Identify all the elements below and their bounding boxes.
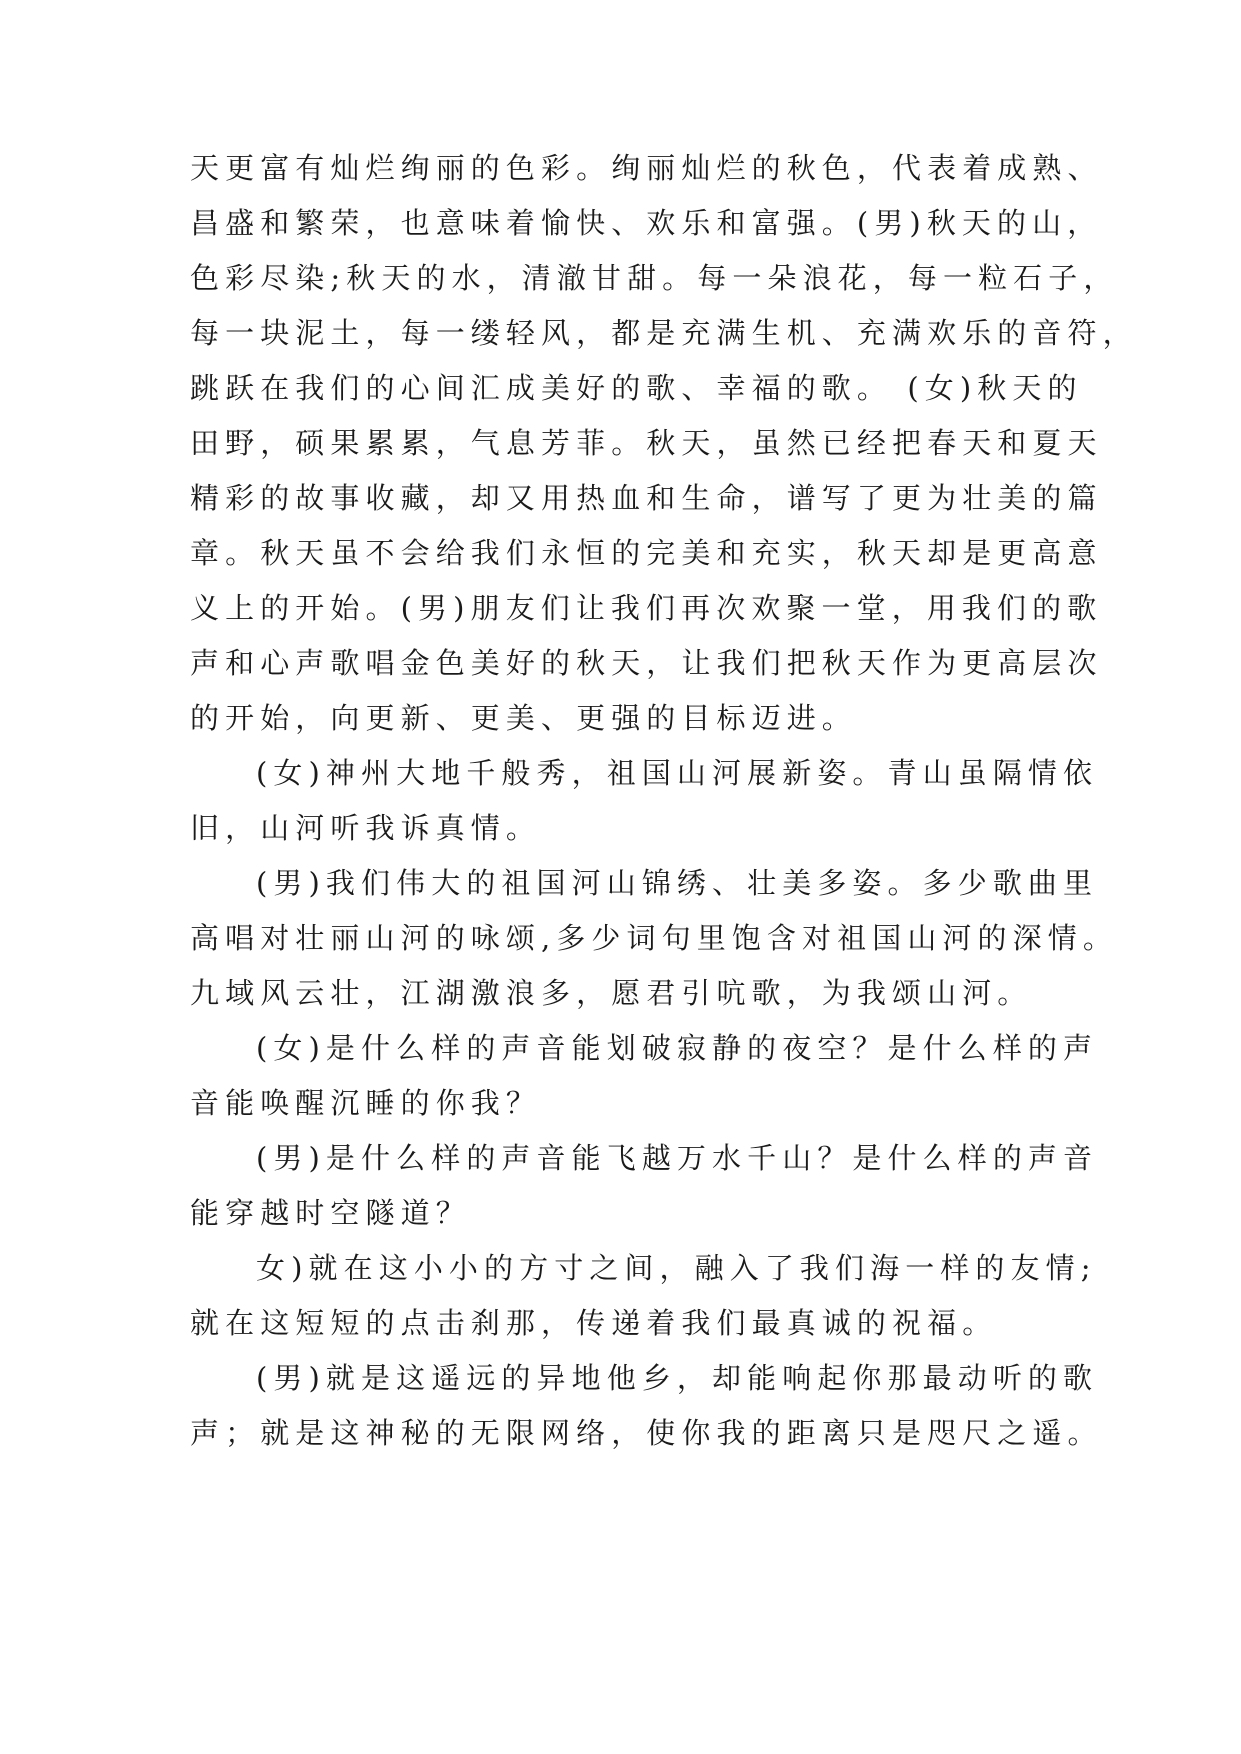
text-line: 昌盛和繁荣，也意味着愉快、欢乐和富强。(男)秋天的山，: [190, 206, 1103, 240]
text-line: 就在这短短的点击刹那，传递着我们最真诚的祝福。: [190, 1306, 998, 1340]
text-line: 的开始，向更新、更美、更强的目标迈进。: [190, 701, 857, 735]
text-line: 天更富有灿烂绚丽的色彩。绚丽灿烂的秋色，代表着成熟、: [190, 151, 1103, 185]
paragraph-first-line: (女)神州大地千般秀，祖国山河展新姿。青山虽隔情依: [256, 756, 1099, 790]
text-line: 跳跃在我们的心间汇成美好的歌、幸福的歌。 (女)秋天的: [190, 371, 1083, 405]
text-line: 色彩尽染;秋天的水，清澈甘甜。每一朵浪花，每一粒石子，: [190, 261, 1119, 295]
text-line: 声；就是这神秘的无限网络，使你我的距离只是咫尺之遥。: [190, 1416, 1103, 1450]
paragraph-first-line: 女)就在这小小的方寸之间，融入了我们海一样的友情;: [256, 1251, 1097, 1285]
text-line: 能穿越时空隧道？: [190, 1196, 471, 1230]
text-line: 九域风云壮，江湖激浪多，愿君引吭歌，为我颂山河。: [190, 976, 1033, 1010]
paragraph-first-line: (男)是什么样的声音能飞越万水千山？是什么样的声音: [256, 1141, 1099, 1175]
text-line: 精彩的故事收藏，却又用热血和生命，谱写了更为壮美的篇: [190, 481, 1103, 515]
text-line: 田野，硕果累累，气息芳菲。秋天，虽然已经把春天和夏天: [190, 426, 1103, 460]
text-line: 旧，山河听我诉真情。: [190, 811, 542, 845]
paragraph-first-line: (女)是什么样的声音能划破寂静的夜空？是什么样的声: [256, 1031, 1099, 1065]
text-line: 义上的开始。(男)朋友们让我们再次欢聚一堂，用我们的歌: [190, 591, 1103, 625]
text-line: 高唱对壮丽山河的咏颂,多少词句里饱含对祖国山河的深情。: [190, 921, 1118, 955]
paragraph-first-line: (男)就是这遥远的异地他乡，却能响起你那最动听的歌: [256, 1361, 1099, 1395]
paragraph-first-line: (男)我们伟大的祖国河山锦绣、壮美多姿。多少歌曲里: [256, 866, 1099, 900]
text-line: 音能唤醒沉睡的你我？: [190, 1086, 542, 1120]
text-line: 章。秋天虽不会给我们永恒的完美和充实，秋天却是更高意: [190, 536, 1103, 570]
text-line: 声和心声歌唱金色美好的秋天，让我们把秋天作为更高层次: [190, 646, 1103, 680]
text-line: 每一块泥土，每一缕轻风，都是充满生机、充满欢乐的音符，: [190, 316, 1138, 350]
